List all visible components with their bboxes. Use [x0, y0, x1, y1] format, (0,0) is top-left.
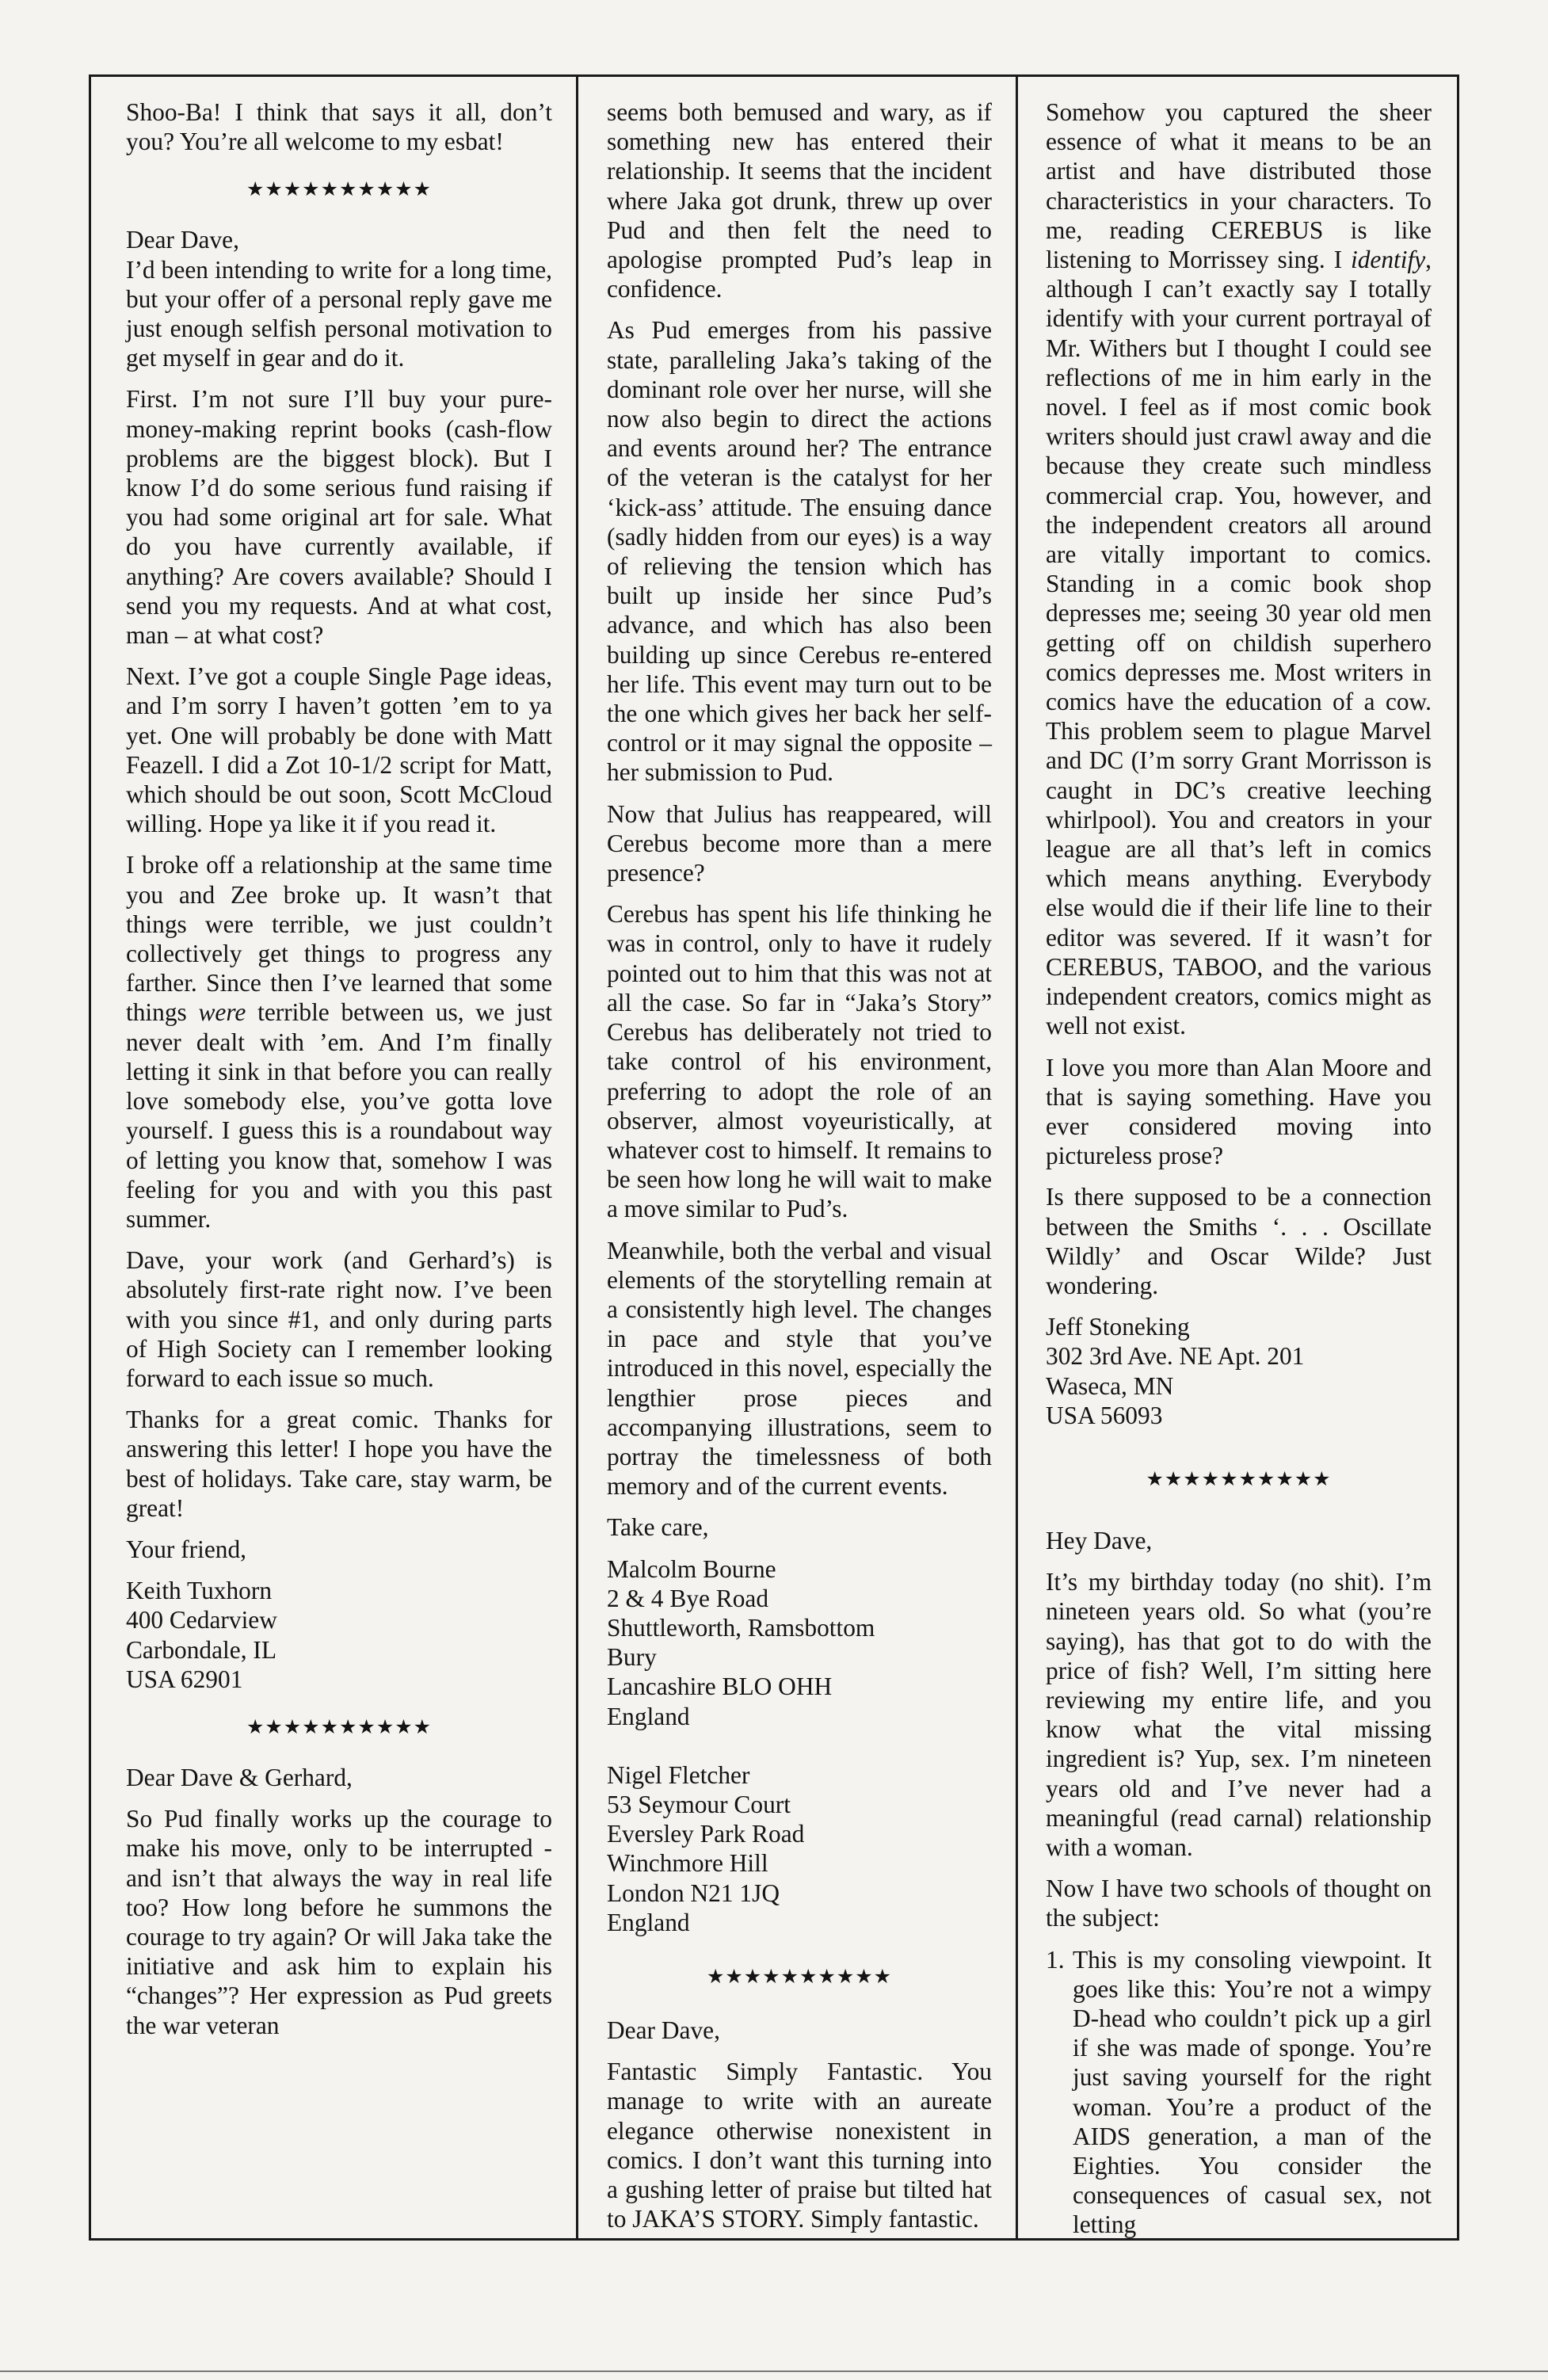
address-line: Eversley Park Road — [607, 1820, 805, 1848]
column-divider-2 — [1016, 77, 1018, 2238]
address-line: Jeff Stoneking — [1046, 1313, 1190, 1341]
letter-paragraph: Is there supposed to be a connection between the Smiths ‘. . . Oscillate Wildly’ and Oscar Wilde? Just wondering. — [1046, 1183, 1432, 1299]
letter-paragraph: So Pud finally works up the courage to make his move, only to be interrupted - and isn’t that always the way in real life too? How long before he summons the courage to try again? Or will Jaka take the initiative and ask him to explain his “changes”? Her expression as Pud greets the war veteran — [126, 1805, 552, 2039]
address-line: Keith Tuxhorn — [126, 1577, 273, 1605]
address-line: Malcolm Bourne — [607, 1554, 776, 1583]
sender-address — [126, 1576, 552, 1694]
letter-salutation: Dear Dave, — [126, 226, 239, 254]
letter-salutation: Dear Dave & Gerhard, — [126, 1763, 353, 1791]
letter-paragraph — [1046, 97, 1432, 1041]
address-line: Bury — [607, 1643, 657, 1672]
letter-paragraph: As Pud emerges from his passive state, paralleling Jaka’s taking of the dominant role over her nurse, will she now also begin to direct the actions and events around her? The entrance of the veteran is the catalyst for her ‘kick-ass’ attitude. The ensuing dance (sadly hidden from our eyes) is a way of relieving the tension which has built up inside her since Pud’s advance, and which has also been building up since Cerebus re-entered her life. This event may turn out to be the one which gives her back her self-control or it may signal the opposite – her submission to Pud. — [607, 316, 992, 787]
letter-paragraph: Now that Julius has reappeared, will Cerebus become more than a mere presence? — [607, 799, 992, 887]
letters-column-2 — [607, 97, 992, 2245]
star-divider: ★★★★★★★★★★ — [1146, 1468, 1332, 1490]
text-run: I broke off a relationship at the same time you and Zee broke up. It wasn’t that things were terrible, we just couldn’t collectively get things to progress any farther. Since then I’ve learned that some things — [126, 851, 552, 1027]
text-run: , although I can’t exactly say I totally identify with your current portrayal of Mr. Withers but I thought I could see reflections of me in him early in the novel. I feel as if most comic book writers should just crawl away and die because they create such mindless commercial crap. You, however, and the independent creators all around are vitally important to comics. Standing in a comic book shop depresses me; seeing 30 year old men getting off on childish superhero comics depresses me. Most writers in comics have the education of a cow. This problem seem to plague Marvel and DC (I’m sorry Grant Morrisson is caught in DC’s creative leeching whirlpool). You and creators in your league are all that’s left in comics which means anything. Everybody else would die if their life line to their editor was severed. If it wasn’t for CEREBUS, TABOO, and the various independent creators, comics might as well not exist. — [1046, 246, 1432, 1040]
address-line: 53 Seymour Court — [607, 1790, 791, 1818]
sender-address — [607, 1554, 992, 1731]
letter-paragraph: Fantastic Simply Fantastic. You manage to write with an aureate elegance otherwise nonexistent in comics. I don’t want this turning into a gushing letter of praise but tilted hat to JAKA’S STORY. Simply fantastic. — [607, 2058, 992, 2233]
letter-paragraph: I love you more than Alan Moore and that is saying something. Have you ever considered moving into pictureless prose? — [1046, 1053, 1432, 1170]
letter-signoff: Take care, — [607, 1513, 709, 1542]
letter-paragraph: Cerebus has spent his life thinking he was in control, only to have it rudely pointed out to him that this was not at all the case. So far in “Jaka’s Story” Cerebus has deliberately not tried to take control of his environment, preferring to adopt the role of an observer, almost voyeuristically, at whatever cost to himself. It remains to be seen how long he will wait to make a move similar to Pud’s. — [607, 900, 992, 1223]
page-bottom-edge — [0, 2370, 1548, 2372]
address-line: Waseca, MN — [1046, 1371, 1174, 1400]
column-divider-1 — [576, 77, 578, 2238]
star-divider: ★★★★★★★★★★ — [706, 1966, 893, 1988]
numbered-list-item — [1046, 1945, 1432, 2240]
star-divider: ★★★★★★★★★★ — [246, 179, 433, 201]
letter-paragraph: First. I’m not sure I’ll buy your pure-money-making reprint books (cash-flow problems are the biggest block). But I know I’d do some serious fund raising if you had some original art for sale. What do you have currently available, if anything? Are covers available? Should I send you my requests. And at what cost, man – at what cost? — [126, 385, 552, 650]
letter-paragraph: seems both bemused and wary, as if something new has entered their relationship. It seems that the incident where Jaka got drunk, threw up over Pud and then felt the need to apologise prompted Pud’s leap in confidence. — [607, 98, 992, 303]
sender-address — [607, 1760, 992, 1937]
emphasis-text: identify — [1350, 246, 1426, 274]
letter-salutation: Dear Dave, — [607, 2016, 720, 2044]
list-number: 1. — [1046, 1945, 1065, 1974]
star-divider: ★★★★★★★★★★ — [246, 1716, 433, 1738]
text-run: terrible between us, we just never dealt with ’em. And I’m finally letting it sink in that before you can really love somebody else, you’ve gotta love yourself. I guess this is a roundabout way of letting you know that, somehow I was feeling for you and with you this past summer. — [126, 998, 553, 1233]
letter-paragraph — [126, 850, 552, 1234]
letters-page-frame — [89, 74, 1459, 2241]
letter-signoff: Your friend, — [126, 1535, 247, 1563]
address-line: Nigel Fletcher — [607, 1760, 750, 1789]
address-line: England — [607, 1908, 690, 1936]
address-line: London N21 1JQ — [607, 1878, 780, 1907]
address-line: Winchmore Hill — [607, 1849, 768, 1878]
letters-column-1 — [126, 97, 552, 2052]
letter-paragraph: Next. I’ve got a couple Single Page ideas, and I’m sorry I haven’t gotten ’em to ya yet. One will probably be done with Matt Feazell. I did a Zot 10-1/2 script for Matt, which should be out soon, Scott McCloud willing. Hope ya like it if you read it. — [126, 662, 552, 838]
letter-paragraph: Now I have two schools of thought on the subject: — [1046, 1875, 1432, 1932]
address-line: Shuttleworth, Ramsbottom — [607, 1613, 875, 1642]
address-line: Carbondale, IL — [126, 1635, 277, 1664]
address-line: 302 3rd Ave. NE Apt. 201 — [1046, 1342, 1305, 1371]
letter-paragraph: Meanwhile, both the verbal and visual elements of the storytelling remain at a consistently high level. The changes in pace and style that you’ve introduced in this novel, especially the lengthier prose pieces and accompanying illustrations, seem to portray the timelessness of both memory and of the current events. — [607, 1236, 992, 1501]
letters-column-3 — [1046, 97, 1432, 2240]
letter-salutation: Hey Dave, — [1046, 1526, 1153, 1554]
letter-paragraph: Dave, your work (and Gerhard’s) is absolutely first-rate right now. I’ve been with you since #1, and only during parts of High Society can I remember looking forward to each issue so much. — [126, 1246, 552, 1392]
address-line: USA 62901 — [126, 1665, 243, 1693]
sender-address — [1046, 1312, 1432, 1430]
letter-paragraph: Thanks for a great comic. Thanks for answering this letter! I hope you have the best of holidays. Take care, stay warm, be great! — [126, 1405, 552, 1522]
letter-paragraph: I’d been intending to write for a long time, but your offer of a personal reply gave me just enough selfish personal motivation to get myself in gear and do it. — [126, 255, 552, 372]
list-item-text: This is my consoling viewpoint. It goes like this: You’re not a wimpy D-head who couldn’t pick up a girl if she was made of sponge. You’re just saving yourself for the right woman. You’re a product of the AIDS generation, a man of the Eighties. You consider the consequences of casual sex, not letting — [1073, 1945, 1432, 2239]
letter-paragraph: It’s my birthday today (no shit). I’m nineteen years old. So what (you’re saying), has that got to do with the price of fish? Well, I’m sitting here reviewing my entire life, and you know what the vital missing ingredient is? Yup, sex. I’m nineteen years old and I’ve never had a meaningful (read carnal) relationship with a woman. — [1046, 1568, 1432, 1861]
spacer — [607, 1731, 992, 1760]
address-line: England — [607, 1702, 690, 1730]
address-line: 2 & 4 Bye Road — [607, 1584, 769, 1612]
letter-closing-text: Shoo-Ba! I think that says it all, don’t you? You’re all welcome to my esbat! — [126, 98, 552, 156]
text-run: Somehow you captured the sheer essence of what it means to be an artist and have distributed those characteristics in your characters. To me, reading CEREBUS is like listening to Morrissey sing. I — [1046, 98, 1432, 274]
emphasis-text: were — [198, 998, 246, 1027]
address-line: Lancashire BLO OHH — [607, 1672, 833, 1701]
address-line: 400 Cedarview — [126, 1606, 277, 1634]
address-line: USA 56093 — [1046, 1401, 1163, 1429]
